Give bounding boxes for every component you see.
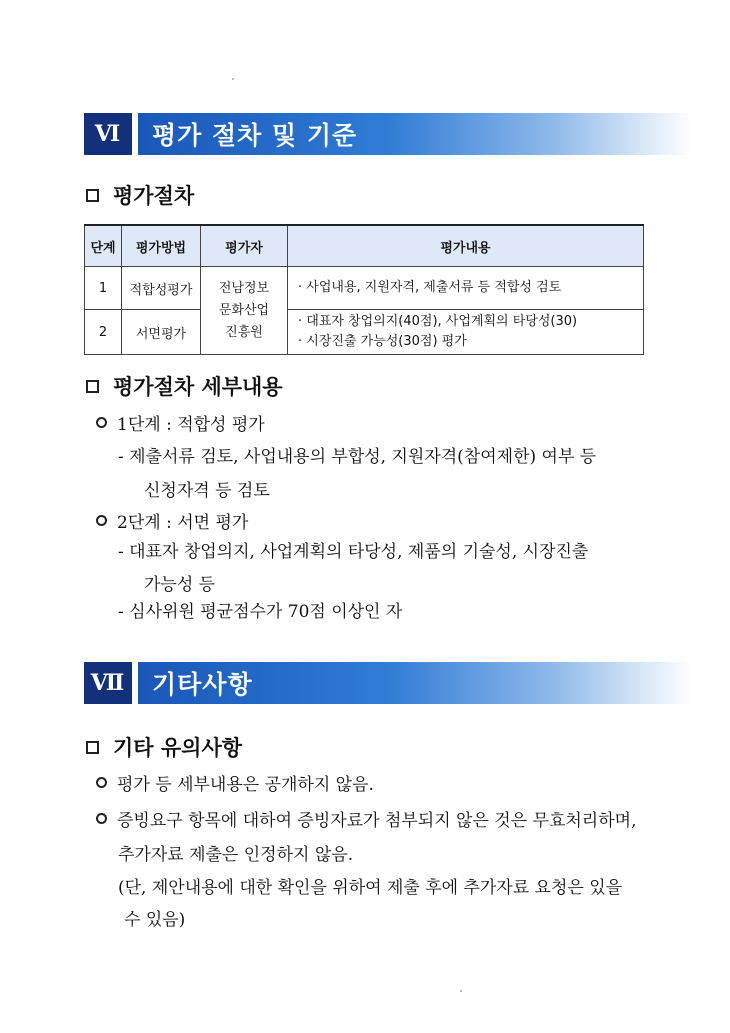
subhead-evaluation-details — [86, 371, 283, 401]
circle-bullet-icon — [96, 515, 107, 526]
header-step: 단계 — [85, 225, 122, 267]
scan-speck — [232, 78, 234, 80]
cell-method: 적합성평가 — [122, 267, 201, 310]
note-paren-line2: 수 있음) — [124, 910, 186, 930]
step2-dash2: - 심사위원 평균점수가 70점 이상인 자 — [118, 602, 403, 622]
section-7-banner — [84, 662, 692, 704]
step2-heading — [96, 508, 248, 533]
header-evaluator: 평가자 — [201, 225, 288, 267]
note-item-2 — [96, 806, 636, 831]
subhead-other-notes — [86, 732, 242, 762]
checkbox-square-icon — [86, 741, 99, 754]
section-7-number: Ⅶ — [84, 662, 132, 704]
content-line: · 시장진출 가능성(30점) 평가 — [298, 334, 467, 349]
circle-bullet-icon — [96, 777, 107, 788]
step1-heading — [96, 410, 265, 435]
section-7-title: 기타사항 — [138, 662, 692, 704]
step2-label: 2단계 : 서면 평가 — [117, 513, 249, 533]
step1-dash-line1: - 제출서류 검토, 사업내용의 부합성, 지원자격(참여제한) 여부 등 — [118, 447, 597, 467]
cell-evaluator — [201, 267, 288, 355]
step2-dash-line1: - 대표자 창업의지, 사업계획의 타당성, 제품의 기술성, 시장진출 — [118, 542, 589, 562]
note-item-1-text: 평가 등 세부내용은 공개하지 않음. — [117, 775, 374, 795]
cell-step: 2 — [85, 310, 122, 355]
cell-content — [288, 310, 644, 355]
cell-step: 1 — [85, 267, 122, 310]
cell-content: · 사업내용, 지원자격, 제출서류 등 적합성 검토 — [288, 267, 644, 310]
step1-label: 1단계 : 적합성 평가 — [117, 415, 265, 435]
section-6-banner — [84, 113, 692, 155]
subhead-text: 기타 유의사항 — [113, 736, 243, 760]
evaluator-line: 전남정보 — [218, 280, 270, 296]
header-content: 평가내용 — [288, 225, 644, 267]
cell-method: 서면평가 — [122, 310, 201, 355]
subhead-text: 평가절차 세부내용 — [113, 375, 283, 399]
evaluator-line: 진흥원 — [225, 324, 263, 340]
note-item-2-text: 증빙요구 항목에 대하여 증빙자료가 첨부되지 않은 것은 무효처리하며, — [117, 811, 637, 831]
checkbox-square-icon — [86, 189, 99, 202]
content-line: · 대표자 창업의지(40점), 사업계획의 타당성(30) — [298, 314, 578, 329]
note-item-1 — [96, 770, 374, 795]
subhead-text: 평가절차 — [113, 184, 195, 208]
checkbox-square-icon — [86, 380, 99, 393]
circle-bullet-icon — [96, 813, 107, 824]
section-6-number: Ⅵ — [84, 113, 132, 155]
step2-dash-line2: 가능성 등 — [144, 575, 216, 595]
subhead-evaluation-procedure — [86, 180, 194, 210]
table-row — [85, 267, 644, 310]
header-method: 평가방법 — [122, 225, 201, 267]
table-row — [85, 310, 644, 355]
circle-bullet-icon — [96, 417, 107, 428]
step1-dash-line2: 신청자격 등 검토 — [144, 481, 270, 501]
note-paren-line1: (단, 제안내용에 대한 확인을 위하여 제출 후에 추가자료 요청은 있을 — [118, 878, 623, 898]
note-item-2-line2: 추가자료 제출은 인정하지 않음. — [118, 845, 354, 865]
evaluation-table — [84, 224, 644, 355]
evaluator-line: 문화산업 — [218, 302, 270, 318]
scan-speck — [460, 990, 462, 992]
section-6-title: 평가 절차 및 기준 — [138, 113, 692, 155]
